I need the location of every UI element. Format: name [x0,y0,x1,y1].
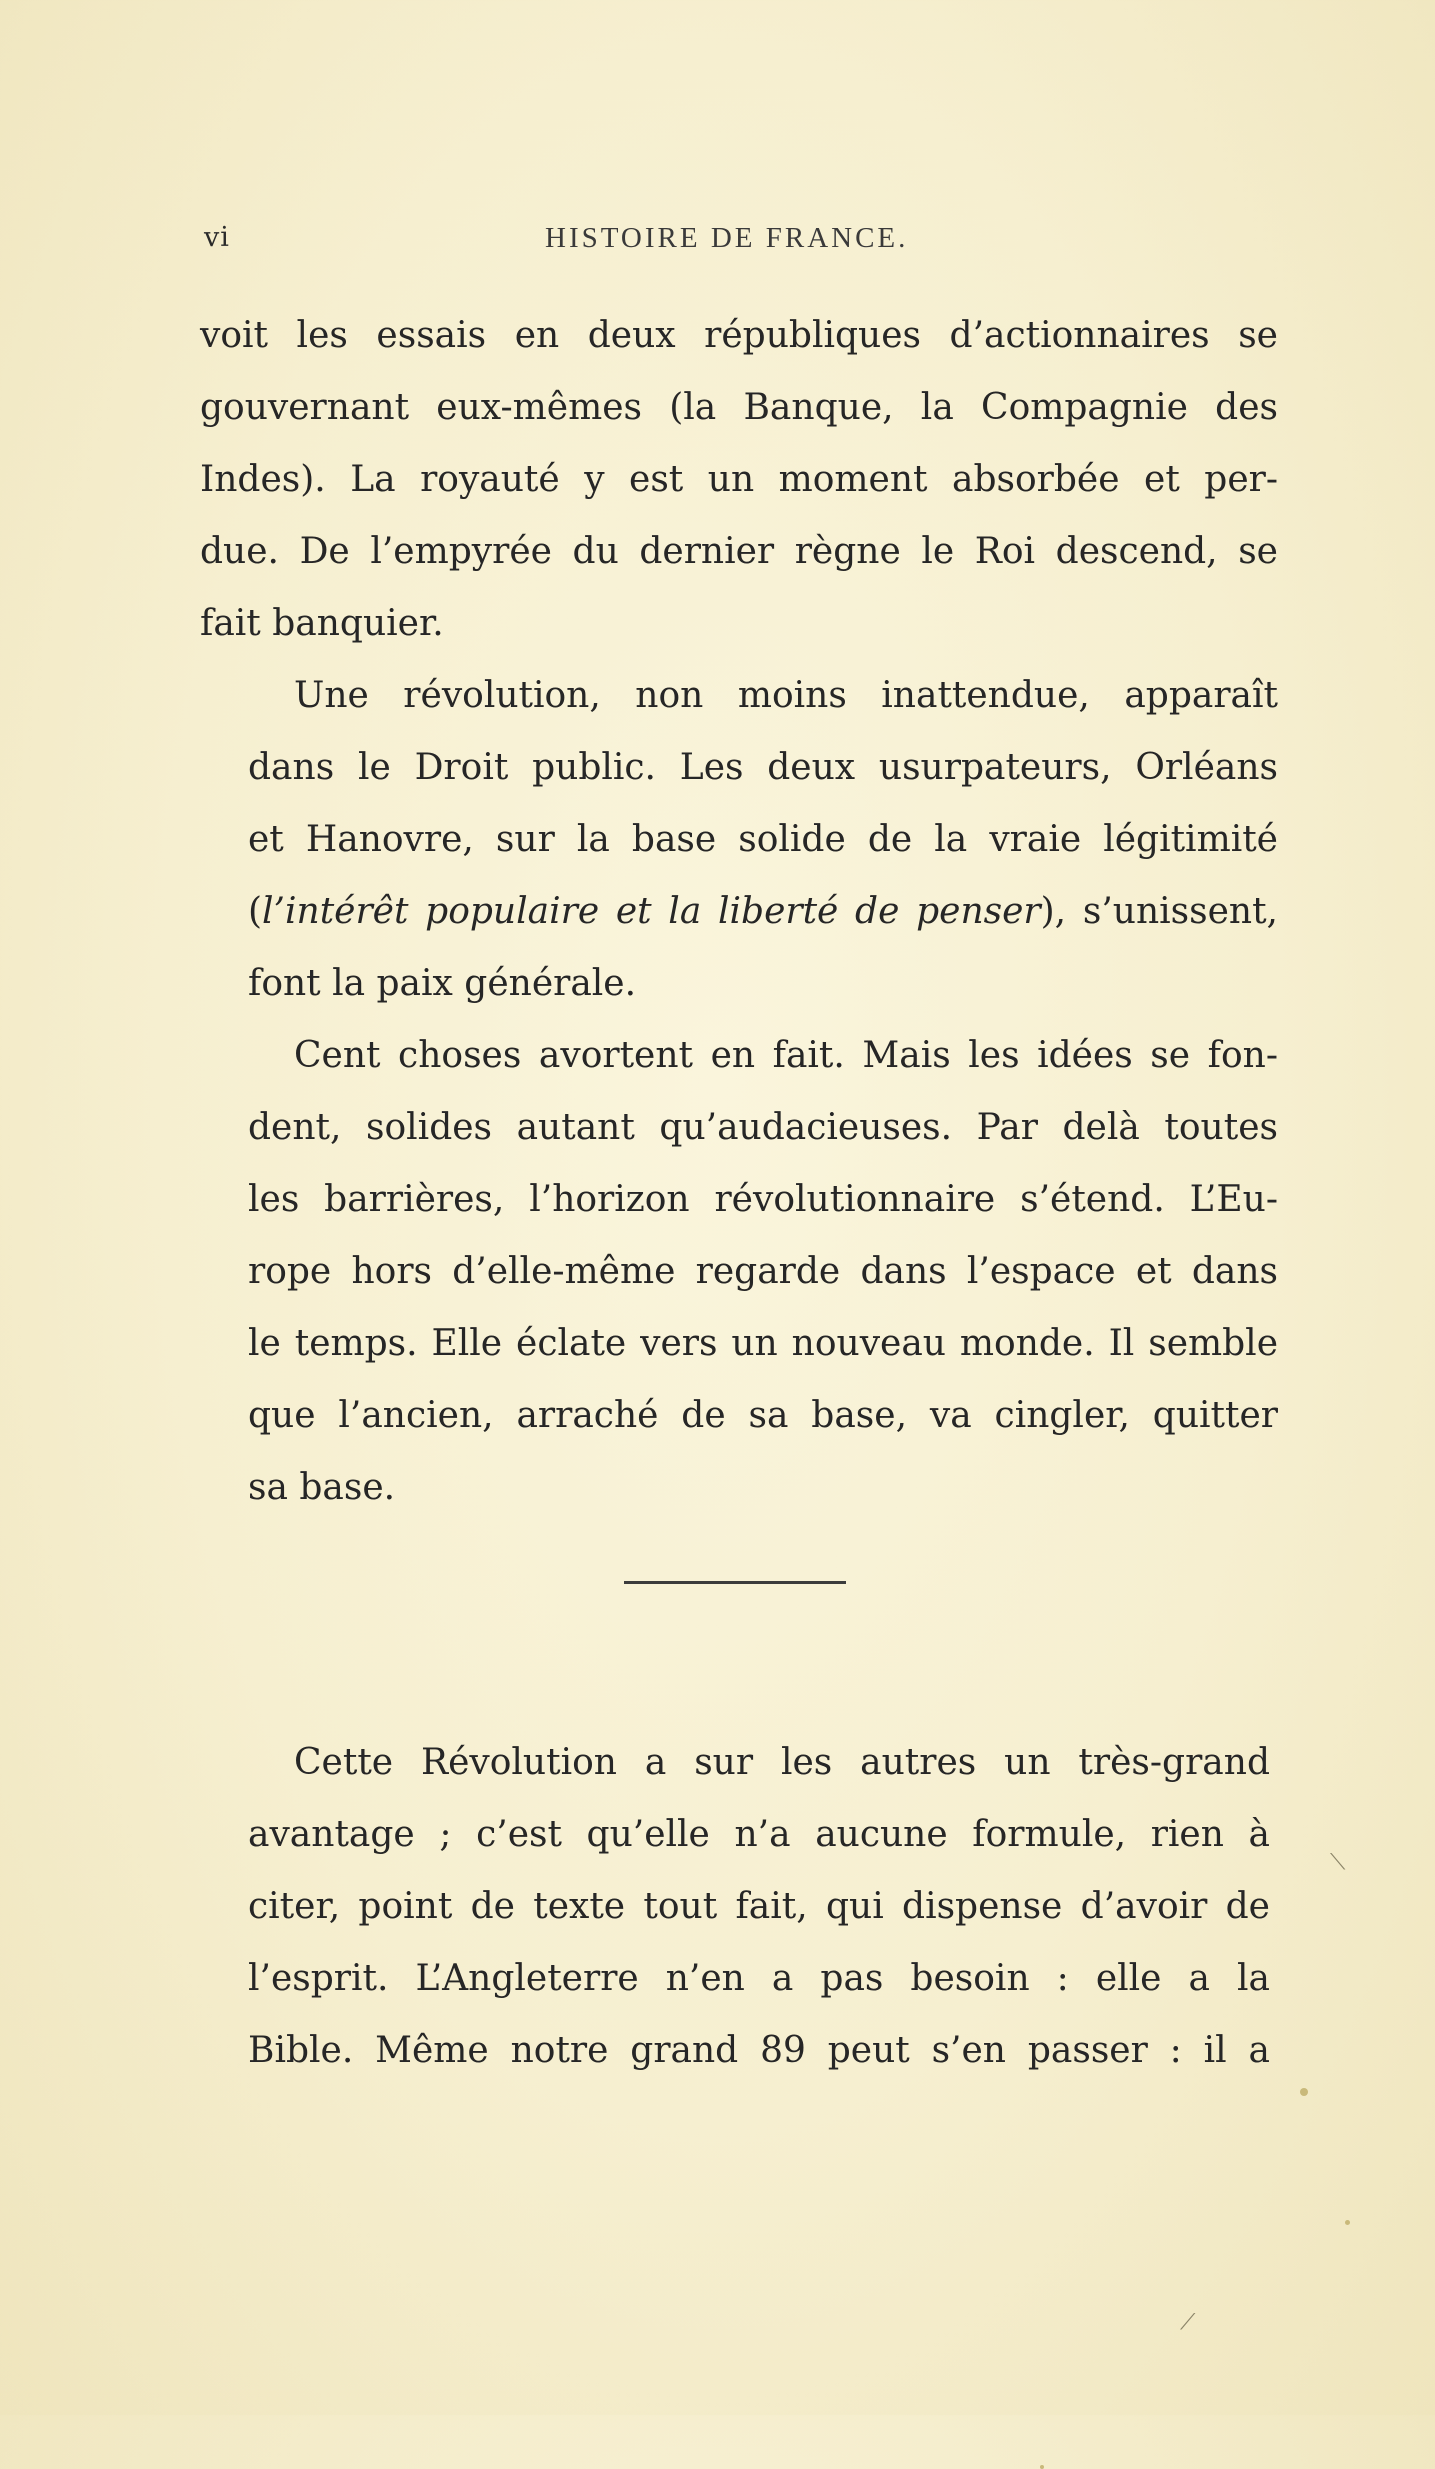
close-paren-text: ), s’unissent, [1040,891,1278,932]
section-1-text [200,300,1278,1524]
text-line: due. De l’empyrée du dernier règne le Roi descend, se [200,531,1278,572]
text-line: l’esprit. L’Angleterre n’en a pas besoin : elle a la [248,1958,1270,1999]
text-line: Une révolution, non moins inattendue, apparaît [294,675,1278,716]
text-line: avantage ; c’est qu’elle n’a aucune formule, rien à [248,1814,1270,1855]
paragraph-3 [200,1020,1278,1524]
text-line: fait banquier. [200,603,444,644]
margin-mark: ⟍ [1330,1850,1346,1875]
text-line-italic [200,876,1278,948]
text-line: voit les essais en deux républiques d’actionnaires se [200,315,1278,356]
text-line: rope hors d’elle-même regarde dans l’espace et dans [248,1251,1278,1292]
page-number: vi [204,222,230,253]
text-line: le temps. Elle éclate vers un nouveau monde. Il semble [248,1323,1278,1364]
text-line: les barrières, l’horizon révolutionnaire s’étend. L’Eu- [248,1179,1278,1220]
section-2-text [200,1727,1270,2087]
paragraph-4 [200,1727,1270,2087]
paragraph-1 [200,300,1278,660]
text-line: sa base. [248,1467,396,1508]
text-line: Cette Révolution a sur les autres un très-grand [294,1742,1270,1783]
text-line: dent, solides autant qu’audacieuses. Par delà toutes [248,1107,1278,1148]
paper-speck [1040,2465,1044,2469]
text-line: gouvernant eux-mêmes (la Banque, la Compagnie des [200,387,1278,428]
text-line: Bible. Même notre grand 89 peut s’en passer : il a [248,2030,1270,2071]
text-line: citer, point de texte tout fait, qui dispense d’avoir de [248,1886,1270,1927]
section-divider [624,1581,846,1584]
margin-mark: ⟋ [1180,2310,1196,2335]
running-title: HISTOIRE DE FRANCE. [545,222,909,254]
text-line: Cent choses avortent en fait. Mais les idées se fon- [294,1035,1278,1076]
paragraph-2 [200,660,1278,1020]
paper-speck [1345,2220,1350,2225]
paper-speck [1300,2088,1308,2096]
text-line: font la paix générale. [248,963,637,1004]
text-line: et Hanovre, sur la base solide de la vraie légitimité [248,819,1278,860]
text-line: dans le Droit public. Les deux usurpateurs, Orléans [248,747,1278,788]
text-line: que l’ancien, arraché de sa base, va cingler, quitter [248,1395,1278,1436]
text-line: Indes). La royauté y est un moment absorbée et per- [200,459,1278,500]
page-header [200,222,1280,262]
open-paren: ( [248,891,263,932]
italic-phrase: l’intérêt populaire et la liberté de penser [262,891,1041,932]
